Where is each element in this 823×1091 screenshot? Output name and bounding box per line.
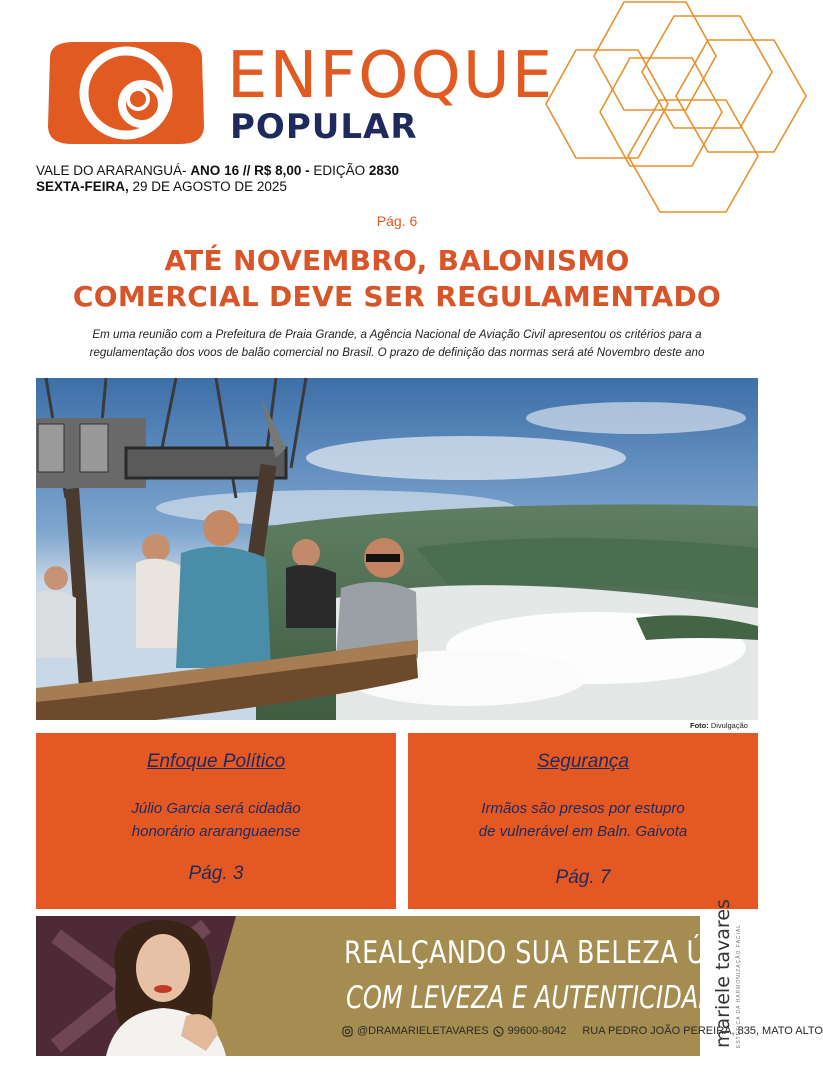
teaser-section[interactable]: Enfoque Político (146, 751, 286, 772)
issue-date: 29 DE AGOSTO DE 2025 (132, 179, 287, 194)
ad-brand (712, 899, 752, 1048)
hexagon-decoration (540, 0, 794, 225)
teaser-summary-line: de vulnerável em Baln. Gaivota (478, 823, 688, 840)
teaser-summary (56, 797, 376, 843)
edition-region: VALE DO ARARANGUÁ- (36, 163, 187, 178)
teaser-summary-line: Júlio Garcia será cidadão (131, 800, 301, 817)
teaser-page-ref[interactable]: Pág. 7 (555, 867, 611, 888)
photo-credit-name: Divulgação (710, 721, 748, 730)
date-line (36, 179, 287, 195)
lede-line-1: Em uma reunião com a Prefeitura de Praia Grande, a Agência Nacional de Aviação Civil apresentou os critérios para a (92, 328, 702, 341)
weekday: SEXTA-FEIRA, (36, 179, 129, 194)
teaser-section[interactable]: Segurança (537, 751, 629, 772)
teaser-summary-line: honorário araranguaense (131, 823, 301, 840)
ad-subline: COM LEVEZA E AUTENTICIDADE (346, 980, 733, 1016)
hot-air-balloon-photo[interactable] (36, 378, 758, 720)
teaser-security[interactable] (408, 733, 758, 909)
teaser-page-ref[interactable]: Pág. 3 (188, 863, 244, 884)
lead-headline[interactable] (40, 243, 754, 315)
ad-headline: REALÇANDO SUA BELEZA ÚNICA, (344, 935, 778, 971)
edition-year: ANO 16 // R$ 8,00 - (190, 163, 310, 178)
teaser-summary (428, 797, 738, 843)
whatsapp-icon (493, 1026, 504, 1037)
edition-line (36, 163, 399, 179)
instagram-icon (342, 1026, 353, 1037)
edition-number: 2830 (368, 163, 399, 178)
ad-brand-name: mariele tavares (712, 899, 734, 1048)
logo-eye-icon (40, 38, 212, 148)
brand-title: ENFOQUE (227, 39, 555, 113)
lede-line-2: regulamentação dos voos de balão comercial no Brasil. O prazo de definição das normas será até Novembro deste ano (89, 346, 705, 359)
teaser-summary-line: Irmãos são presos por estupro (481, 800, 685, 817)
teaser-politics[interactable] (36, 733, 396, 909)
edition-label: EDIÇÃO (313, 163, 366, 178)
photo-credit (690, 721, 748, 730)
lead-lede (60, 326, 734, 362)
lead-page-ref[interactable]: Pág. 6 (376, 213, 418, 229)
ad-address: RUA PEDRO JOÃO PEREIRA, 835, MATO ALTO (582, 1025, 823, 1037)
photo-credit-label: Foto: (690, 721, 709, 730)
headline-line-2: COMERCIAL DEVE SER REGULAMENTADO (72, 280, 722, 313)
ad-phone[interactable]: 99600-8042 (507, 1025, 567, 1037)
headline-line-1: ATÉ NOVEMBRO, BALONISMO (164, 244, 630, 277)
ad-brand-tagline: ESTÉTICA DA HARMONIZAÇÃO FACIAL (736, 923, 742, 1048)
ad-instagram[interactable]: @DRAMARIELETAVARES (357, 1025, 489, 1037)
brand-subtitle: POPULAR (230, 107, 418, 147)
